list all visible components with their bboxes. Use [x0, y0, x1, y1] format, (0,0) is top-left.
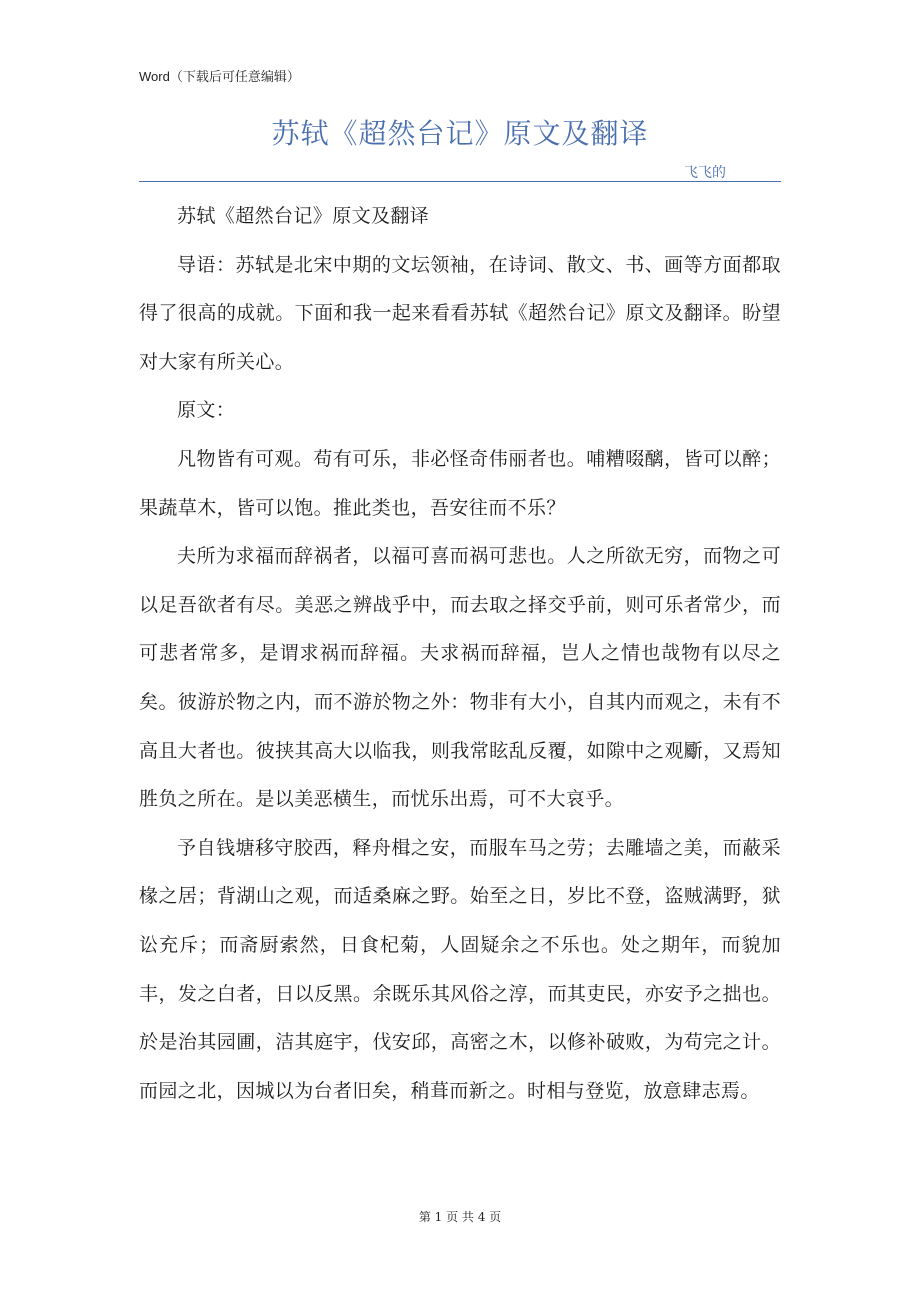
- document-body: [139, 192, 781, 1115]
- header-note: Word（下载后可任意编辑）: [139, 69, 300, 84]
- paragraph-intro: 导语：苏轼是北宋中期的文坛领袖，在诗词、散文、书、画等方面都取得了很高的成就。下面和我一起来看看苏轼《超然台记》原文及翻译。盼望对大家有所关心。: [139, 253, 781, 373]
- document-author: 飞飞的: [684, 165, 726, 181]
- paragraph-original-label: 原文：: [177, 399, 236, 422]
- title-divider: [139, 181, 781, 182]
- paragraph-text-2: 夫所为求福而辞祸者，以福可喜而祸可悲也。人之所欲无穷，而物之可以足吾欲者有尽。美恶之辨战乎中，而去取之择交乎前，则可乐者常少，而可悲者常多，是谓求祸而辞福。夫求祸而辞福，岂人之情也哉物有以尽之矣。彼游於物之内，而不游於物之外：物非有大小，自其内而观之，未有不高且大者也。彼挟其高大以临我，则我常眩乱反覆，如隙中之观斸，又焉知胜负之所在。是以美恶横生，而忧乐出焉，可不大哀乎。: [139, 545, 781, 811]
- page-number: 第 1 页 共 4 页: [418, 1210, 502, 1224]
- paragraph-subtitle: 苏轼《超然台记》原文及翻译: [177, 205, 430, 227]
- document-title: 苏轼《超然台记》原文及翻译: [271, 117, 649, 150]
- paragraph-text-1: 凡物皆有可观。苟有可乐，非必怪奇伟丽者也。哺糟啜醨，皆可以醉；果蔬草木，皆可以饱。推此类也，吾安往而不乐？: [139, 447, 781, 519]
- paragraph-text-3: 予自钱塘移守胶西，释舟楫之安，而服车马之劳；去雕墙之美，而蔽采椽之居；背湖山之观，而适桑麻之野。始至之日，岁比不登，盗贼满野，狱讼充斥；而斋厨索然，日食杞菊，人固疑余之不乐也。处之期年，而貌加丰，发之白者，日以反黑。余既乐其风俗之淳，而其吏民，亦安予之拙也。於是治其园圃，洁其庭宇，伐安邱，高密之木，以修补破败，为苟完之计。而园之北，因城以为台者旧矣，稍葺而新之。时相与登览，放意肆志焉。: [139, 836, 781, 1102]
